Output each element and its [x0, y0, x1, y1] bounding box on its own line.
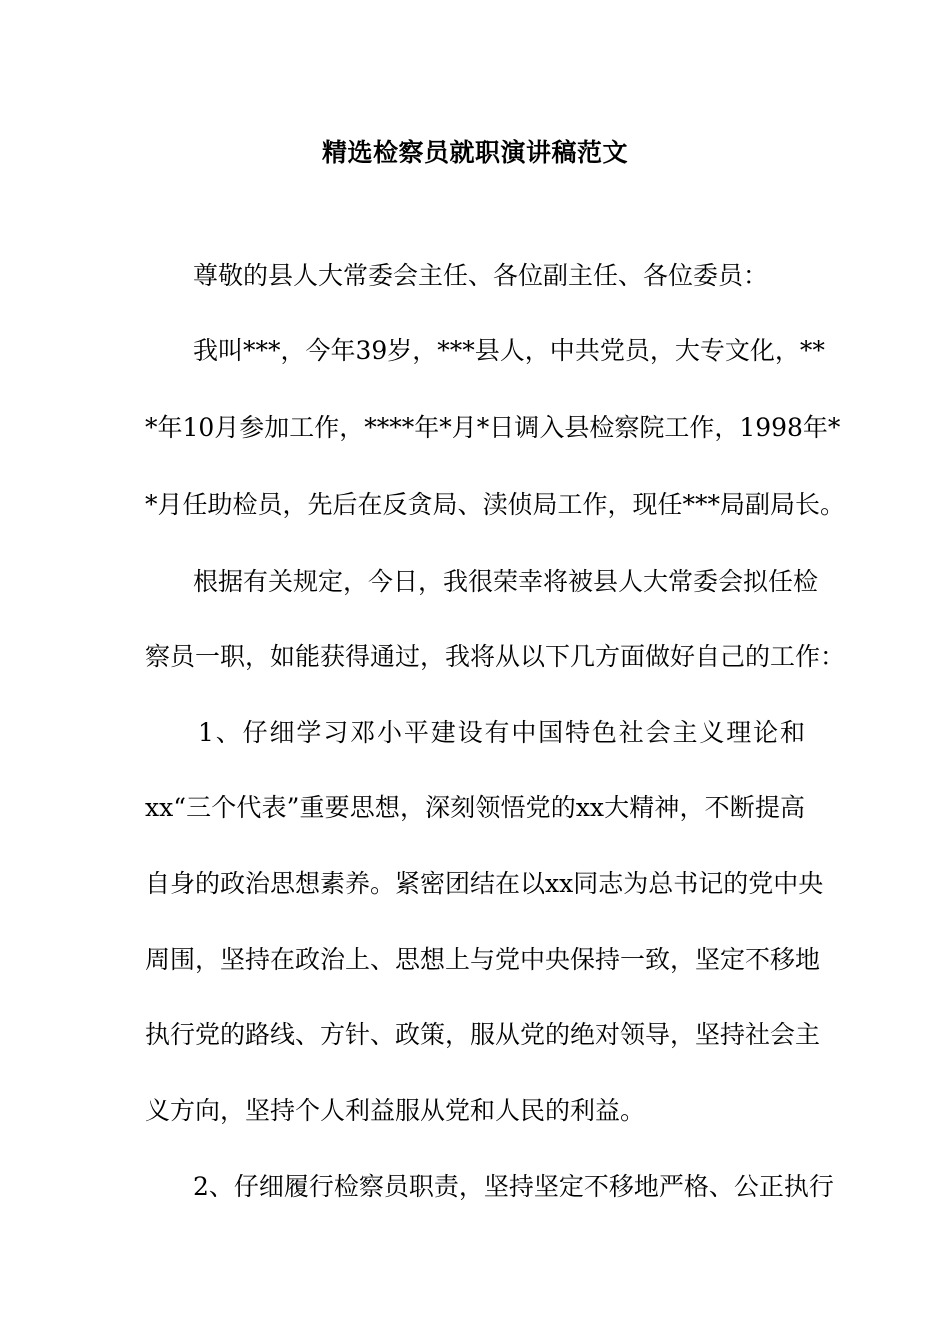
document-title: 精选检察员就职演讲稿范文: [321, 138, 628, 167]
paragraph-line: 周围，坚持在政治上、思想上与党中央保持一致，坚定不移地: [145, 945, 821, 974]
paragraph-line: xx“三个代表”重要思想，深刻领悟党的xx大精神，不断提高: [145, 793, 805, 822]
salutation-line: 尊敬的县人大常委会主任、各位副主任、各位委员：: [193, 261, 769, 290]
paragraph-line: 我叫***，今年39岁，***县人，中共党员，大专文化，**: [193, 336, 825, 365]
paragraph-line: 2、仔细履行检察员职责，坚持坚定不移地严格、公正执行: [193, 1172, 834, 1201]
paragraph-line: 1、仔细学习邓小平建设有中国特色社会主义理论和: [198, 718, 805, 747]
paragraph-line: 根据有关规定，今日，我很荣幸将被县人大常委会拟任检: [193, 567, 819, 596]
paragraph-line: 自身的政治思想素养。紧密团结在以xx同志为总书记的党中央: [145, 869, 824, 898]
paragraph-line: *月任助检员，先后在反贪局、渎侦局工作，现任***局副局长。: [145, 490, 846, 519]
paragraph-line: *年10月参加工作，****年*月*日调入县检察院工作，1998年*: [145, 413, 841, 442]
paragraph-line: 察员一职，如能获得通过，我将从以下几方面做好自己的工作：: [145, 642, 846, 671]
paragraph-line: 义方向，坚持个人利益服从党和人民的利益。: [145, 1096, 646, 1125]
paragraph-line: 执行党的路线、方针、政策，服从党的绝对领导，坚持社会主: [145, 1020, 821, 1049]
